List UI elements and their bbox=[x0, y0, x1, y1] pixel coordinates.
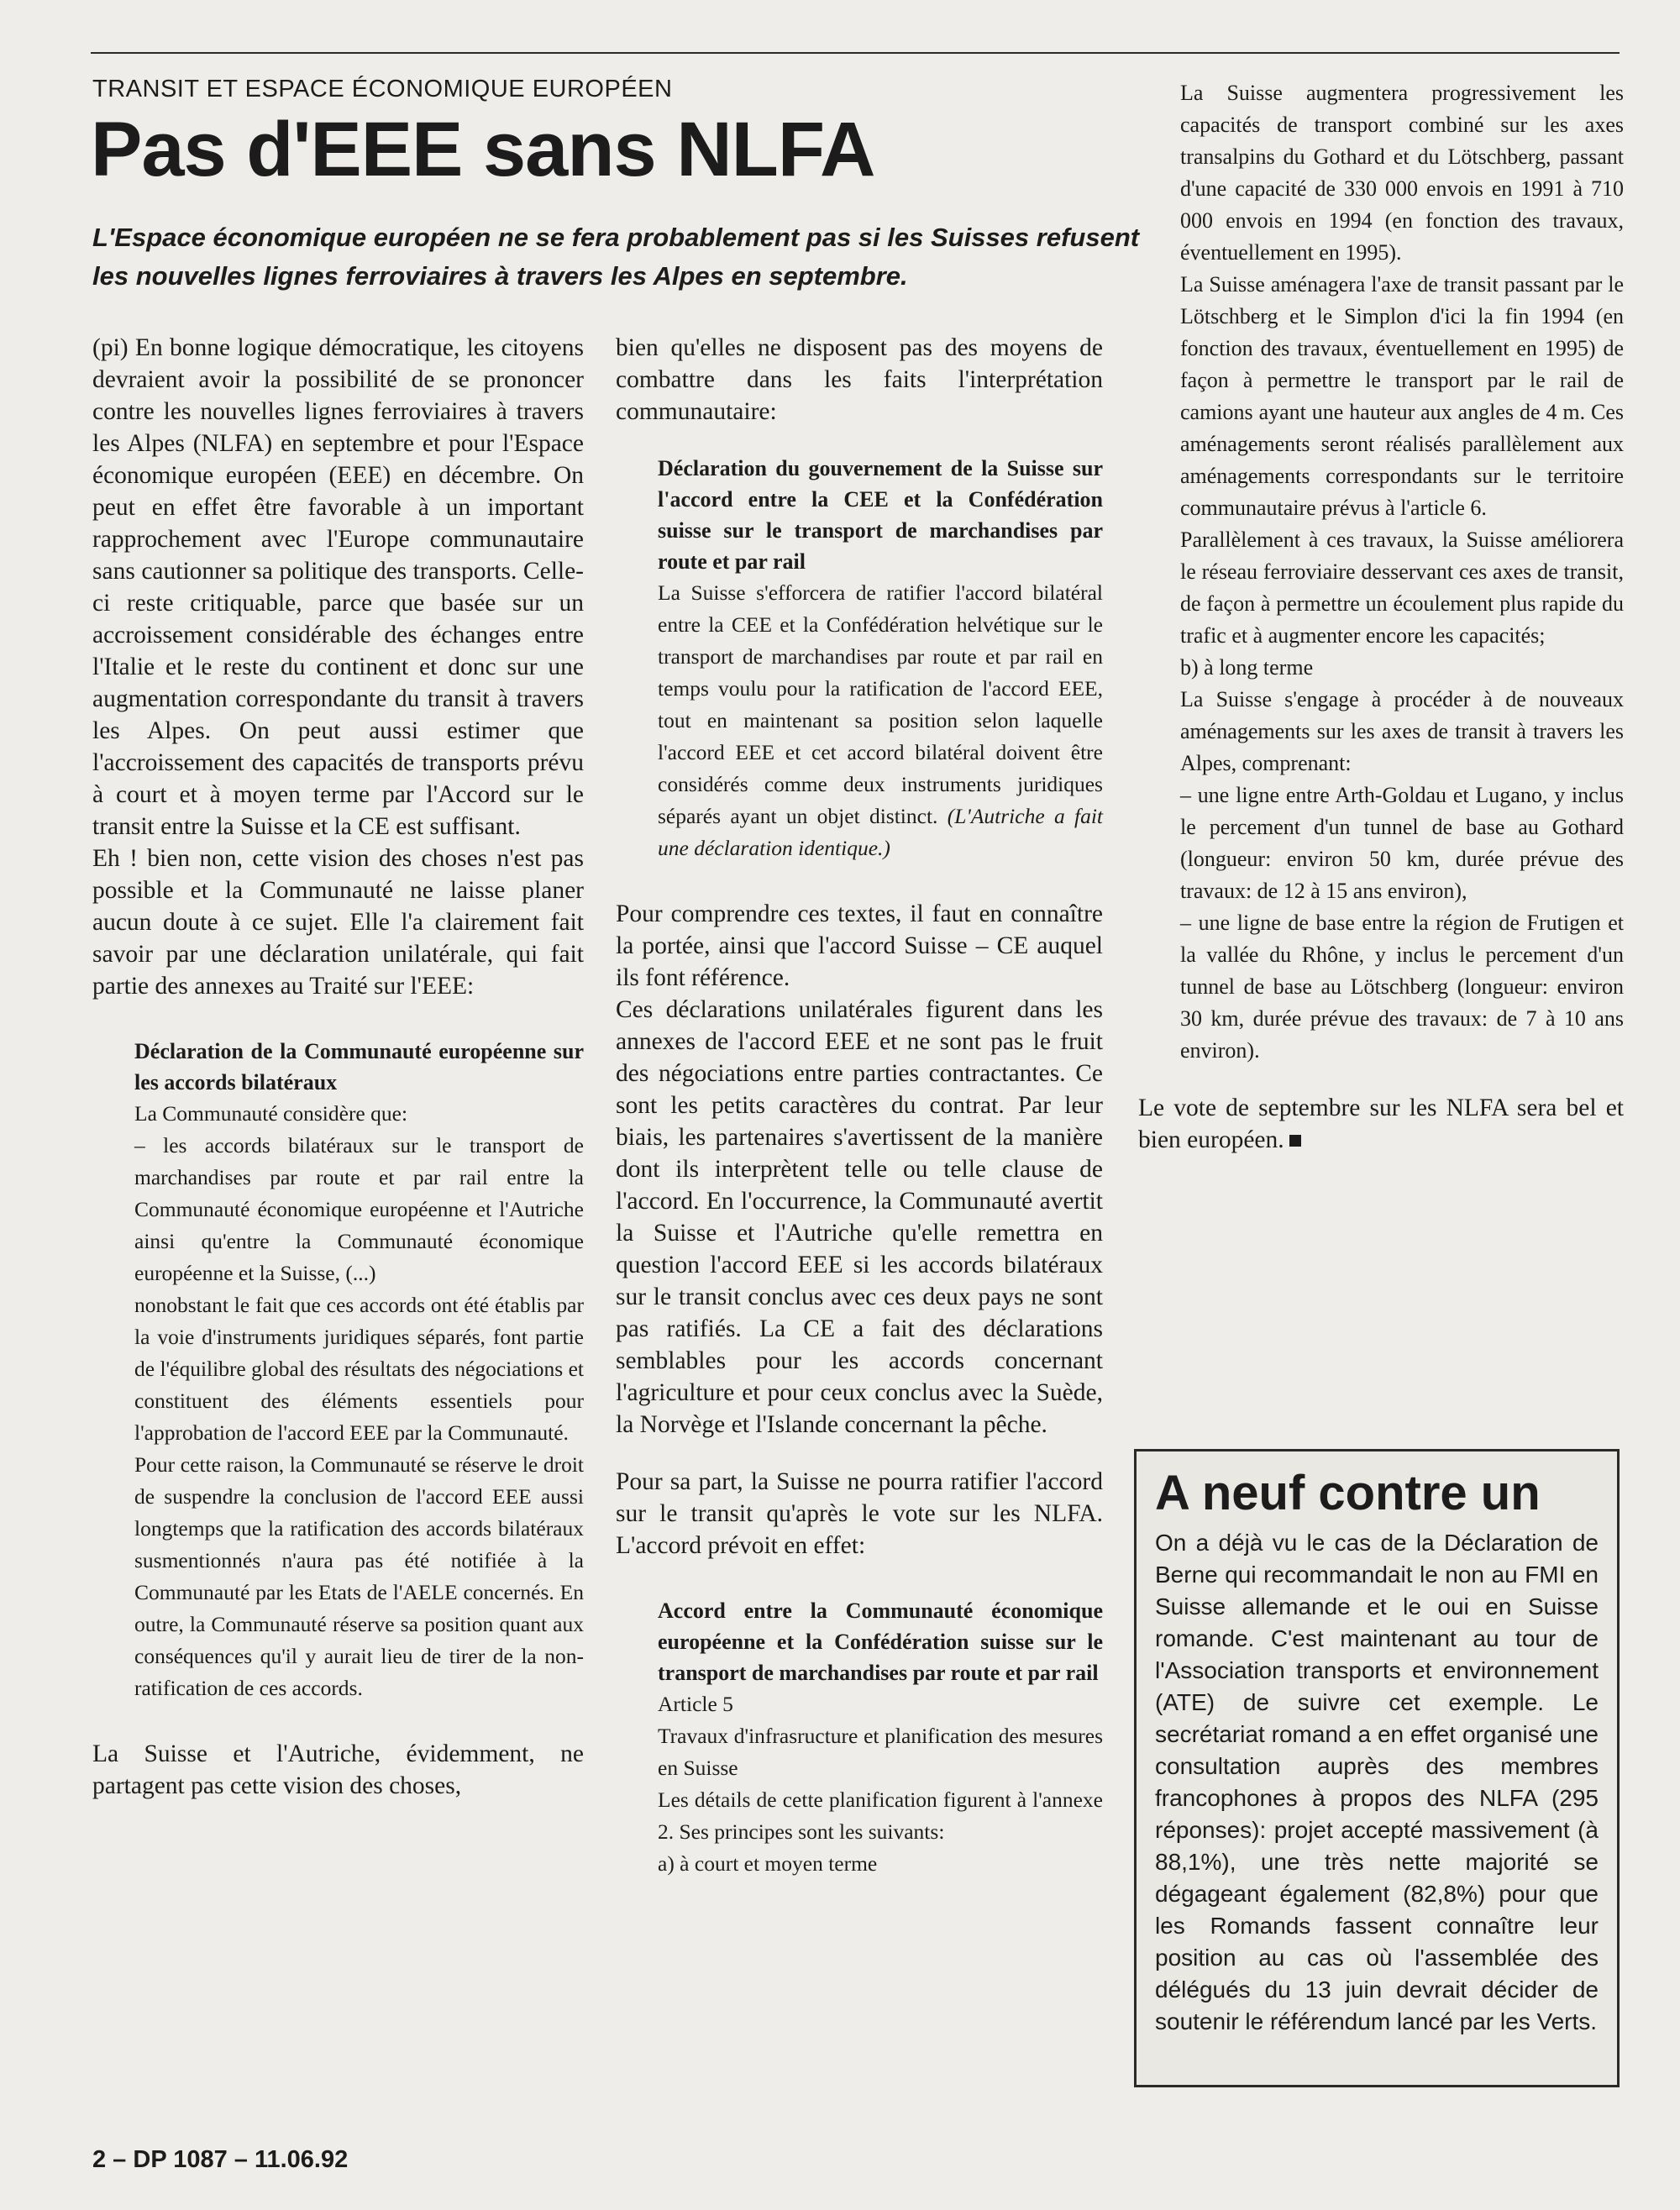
sidebar-body: On a déjà vu le cas de la Déclaration de Berne qui recommandait le non au FMI en Suisse allemande et le oui en Suisse romande. C'est maintenant au tour de l'Association transports et environnement (ATE) de suivre cet exemple. Le secrétariat romand a en effet organisé une consultation auprès des membres francophones à propos des NLFA (295 réponses): projet accepté massivement (à 88,1%), une très nette majorité se dégageant également (82,8%) pour que les Romands fassent connaître leur position au cas où l'assemblée des délégués du 13 juin devrait décider de soutenir le référendum lancé par les Verts. bbox=[1155, 1530, 1599, 2034]
body-paragraph: Eh ! bien non, cette vision des choses n'est pas possible et la Communauté ne laisse planer aucun doute à ce sujet. Elle l'a clairement fait savoir par une déclaration unilatérale, qui fait partie des annexes au Traité sur l'EEE: bbox=[92, 845, 584, 1000]
column-1 bbox=[92, 332, 584, 1802]
declaration-text: Pour cette raison, la Communauté se réserve le droit de suspendre la conclusion de l'accord EEE aussi longtemps que la ratification des accords bilatéraux susmentionnés n'aura pas été notifiée à la Communauté par les Etats de l'AELE concernés. En outre, la Communauté réserve sa position quant aux conséquences qu'il y aurait lieu de tirer de la non-ratification de ces accords. bbox=[134, 1452, 584, 1700]
accord-block bbox=[658, 1595, 1103, 1880]
declaration-text: La Suisse s'efforcera de ratifier l'accord bilatéral entre la CEE et la Confédération helvétique sur le transport de marchandises par route et par rail en temps voulu pour la ratification de l'accord EEE, tout en maintenant sa position selon laquelle l'accord EEE et cet accord bilatéral doivent être considérés comme deux instruments juridiques séparés ayant un objet distinct. (L'Autriche a fait une déclaration identique.) bbox=[658, 580, 1104, 860]
body-paragraph: Pour sa part, la Suisse ne pourra ratifier l'accord sur le transit qu'après le vote sur les NLFA. L'accord prévoit en effet: bbox=[616, 1468, 1103, 1559]
body-paragraph: (pi) En bonne logique démocratique, les citoyens devraient avoir la possibilité de se prononcer contre les nouvelles lignes ferroviaires à travers les Alpes (NLFA) en septembre et pour l'Espace économique européen (EEE) en décembre. On peut en effet être favorable à un important rapprochement avec l'Europe communautaire sans cautionner sa politique des transports. Celle-ci reste critiquable, parce que basée sur un accroissement considérable des échanges entre l'Italie et le reste du continent et donc sur une augmentation correspondante du transit à travers les Alpes. On peut aussi estimer que l'accroissement des capacités de transports prévu à court et à moyen terme par l'Accord sur le transit entre la Suisse et la CE est suffisant. bbox=[92, 334, 584, 840]
body-paragraph: Pour comprendre ces textes, il faut en connaître la portée, ainsi que l'accord Suisse – CE auquel ils font référence. bbox=[616, 900, 1103, 991]
section-kicker: TRANSIT ET ESPACE ÉCONOMIQUE EUROPÉEN bbox=[92, 76, 673, 102]
sidebar-title: A neuf contre un bbox=[1155, 1466, 1541, 1520]
accord-text: Travaux d'infrasructure et planification des mesures en Suisse bbox=[658, 1724, 1103, 1780]
column-3 bbox=[1138, 77, 1624, 1156]
page-footer: 2 – DP 1087 – 11.06.92 bbox=[92, 2146, 349, 2173]
declaration-block bbox=[134, 1036, 584, 1704]
accord-text: Parallèlement à ces travaux, la Suisse améliorera le réseau ferroviaire desservant ces axes de transit, de façon à permettre un écoulement plus rapide du trafic et à augmenter encore les capacités; bbox=[1180, 528, 1624, 648]
closing-paragraph: Le vote de septembre sur les NLFA sera bel et bien européen. bbox=[1138, 1095, 1624, 1153]
column-2 bbox=[616, 332, 1103, 1913]
top-rule bbox=[91, 52, 1620, 54]
article-lead: L'Espace économique européen ne se fera probablement pas si les Suisses refusent les nouvelles lignes ferroviaires à travers les Alpes en septembre. bbox=[92, 223, 1140, 291]
accord-text: La Suisse augmentera progressivement les capacités de transport combiné sur les axes transalpins du Gothard et du Lötschberg, passant d'une capacité de 330 000 envois en 1991 à 710 000 envois en 1994 (en fonction des travaux, éventuellement en 1995). bbox=[1180, 81, 1624, 265]
declaration-note: (L'Autriche a fait une déclaration identique.) bbox=[658, 804, 1104, 860]
declaration-text: La Communauté considère que: bbox=[134, 1101, 408, 1126]
accord-text: – une ligne entre Arth-Goldau et Lugano, y inclus le percement d'un tunnel de base au Gothard (longueur: environ 50 km, durée prévue des travaux: de 12 à 15 ans environ), bbox=[1180, 783, 1624, 903]
accord-text: b) à long terme bbox=[1180, 655, 1314, 680]
accord-text: – une ligne de base entre la région de Frutigen et la vallée du Rhône, y inclus le percement d'un tunnel de base au Lötschberg (longueur: environ 30 km, durée prévue des travaux: de 7 à 10 ans environ). bbox=[1180, 911, 1624, 1063]
article-headline: Pas d'EEE sans NLFA bbox=[91, 107, 875, 192]
declaration-text: nonobstant le fait que ces accords ont été établis par la voie d'instruments juridiques séparés, font partie de l'équilibre global des résultats des négociations et constituent des éléments essentiels pour l'approbation de l'accord EEE par la Communauté. bbox=[134, 1293, 584, 1445]
declaration-title: Déclaration du gouvernement de la Suisse sur l'accord entre la CEE et la Confédération suisse sur le transport de marchandises par route et par rail bbox=[658, 456, 1103, 574]
accord-text: a) à court et moyen terme bbox=[658, 1851, 878, 1876]
declaration-title: Déclaration de la Communauté européenne sur les accords bilatéraux bbox=[134, 1039, 584, 1095]
accord-text: Les détails de cette planification figurent à l'annexe 2. Ses principes sont les suivants: bbox=[658, 1787, 1103, 1844]
accord-text: Article 5 bbox=[658, 1692, 733, 1716]
accord-text: La Suisse s'engage à procéder à de nouveaux aménagements sur les axes de transit à travers les Alpes, comprenant: bbox=[1180, 687, 1624, 775]
body-paragraph: bien qu'elles ne disposent pas des moyens de combattre dans les faits l'interprétation communautaire: bbox=[616, 334, 1103, 425]
declaration-text: – les accords bilatéraux sur le transport de marchandises par route et par rail entre la Communauté économique européenne et l'Autriche ainsi qu'entre la Communauté économique européenne et la Suisse, (...) bbox=[134, 1133, 584, 1285]
body-paragraph: Ces déclarations unilatérales figurent dans les annexes de l'accord EEE et ne sont pas le fruit des négociations entre parties contractantes. Ce sont les petits caractères du contrat. Par leur biais, les partenaires s'avertissent de la manière dont ils interprètent telle ou telle clause de l'accord. En l'occurrence, la Communauté avertit la Suisse et l'Autriche qu'elle remettra en question l'accord EEE si les accords bilatéraux sur le transit conclus avec ces deux pays ne sont pas ratifiés. La CE a fait des déclarations semblables pour les accords concernant l'agriculture et pour ceux conclus avec la Suède, la Norvège et l'Islande concernant la pêche. bbox=[616, 996, 1103, 1438]
sidebar-box bbox=[1134, 1449, 1620, 2087]
accord-title: Accord entre la Communauté économique européenne et la Confédération suisse sur le transport de marchandises par route et par rail bbox=[658, 1598, 1103, 1685]
body-paragraph: La Suisse et l'Autriche, évidemment, ne partagent pas cette vision des choses, bbox=[92, 1740, 584, 1799]
declaration-block bbox=[658, 453, 1103, 864]
accord-text: La Suisse aménagera l'axe de transit passant par le Lötschberg et le Simplon d'ici la fin 1994 (en fonction des travaux, éventuellement en 1995) de façon à permettre le transport par le rail de camions ayant une hauteur aux angles de 4 m. Ces aménagements seront réalisés parallèlement aux aménagements correspondants sur le territoire communautaire prévus à l'article 6. bbox=[1180, 272, 1624, 520]
end-mark-icon bbox=[1289, 1135, 1301, 1147]
